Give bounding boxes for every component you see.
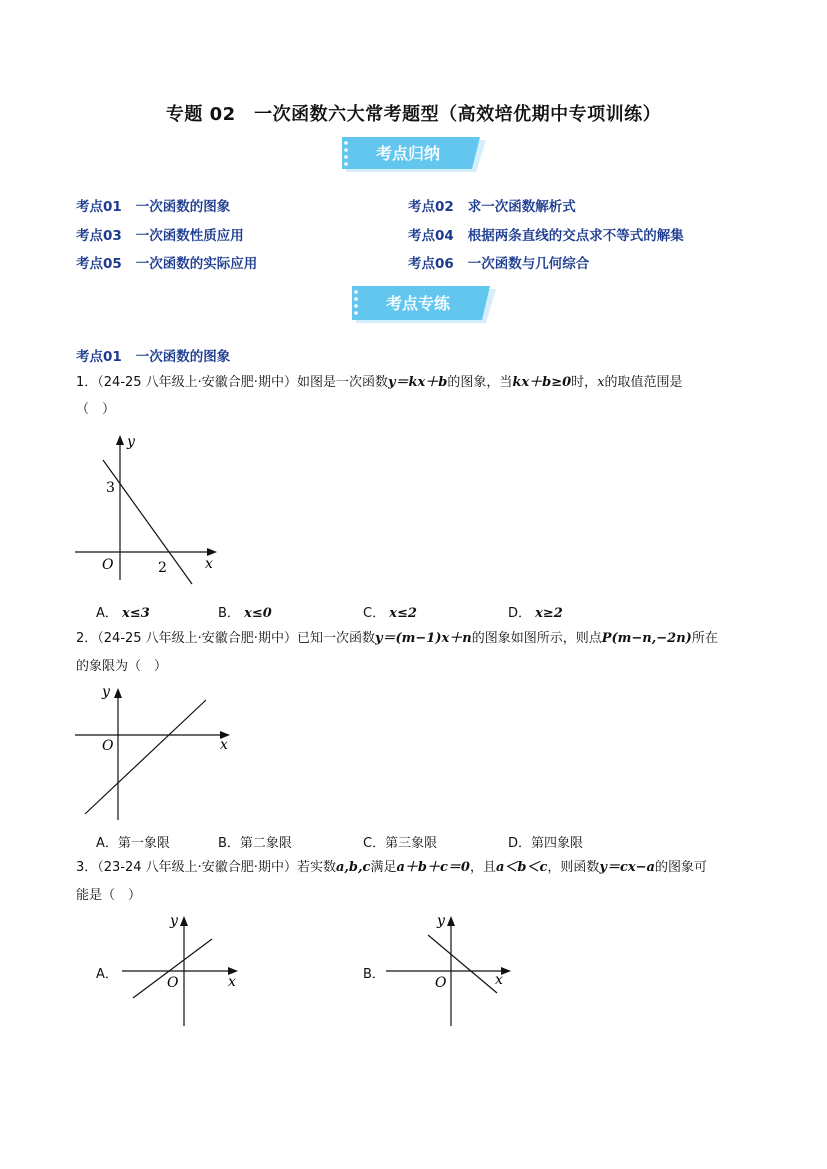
q1-y-label: y [127,434,135,450]
topic-item-02[interactable]: 考点02 求一次函数解析式 [408,199,576,215]
q3b-y-label: y [437,913,445,929]
topic-item-06[interactable]: 考点06 一次函数与几何综合 [408,256,590,272]
question-3-text: 3．（23-24 八年级上·安徽合肥·期中）若实数a,b,c满足a＋b＋c＝0，且a＜b＜c，则函数y＝cx−a的图象可 [76,860,707,875]
q3b-origin-label: O [435,975,447,991]
q3a-x-label: x [228,974,236,990]
q3a-origin-label: O [167,975,179,991]
topic-item-03[interactable]: 考点03 一次函数性质应用 [76,228,244,244]
q3-option-a-letter[interactable]: A． [96,967,118,982]
question-1-blank: （ ） [76,402,116,417]
topic-item-05[interactable]: 考点05 一次函数的实际应用 [76,256,258,272]
q1-option-c[interactable]: C． x≤2 [363,606,417,621]
section-heading: 考点01 一次函数的图象 [76,349,231,365]
q3-option-b-letter[interactable]: B． [363,967,385,982]
question-2-graph [70,680,240,829]
q2-x-label: x [220,737,228,753]
q3a-y-label: y [170,913,178,929]
q3-option-b-graph[interactable] [384,908,519,1037]
page-title: 专题 02 一次函数六大常考题型（高效培优期中专项训练） [165,104,662,125]
q3b-x-label: x [495,972,503,988]
q2-option-a[interactable]: A．第一象限 [96,836,170,851]
q1-x-label: x [205,556,213,572]
banner-topic-summary [340,137,490,171]
banner1-text: 考点归纳 [375,144,441,163]
q3-option-a-graph[interactable] [118,908,248,1037]
q2-option-c[interactable]: C．第三象限 [363,836,438,851]
q1-option-b[interactable]: B． x≤0 [218,606,272,621]
q2-origin-label: O [102,738,114,754]
topic-item-04[interactable]: 考点04 根据两条直线的交点求不等式的解集 [408,228,684,244]
question-2-text: 2．（24-25 八年级上·安徽合肥·期中）已知一次函数y＝(m−1)x＋n的图象如图所示，则点P(m−n,−2n)所在 [76,631,718,646]
question-2-line2: 的象限为（ ） [76,659,168,674]
q2-y-label: y [102,684,110,700]
topic-item-01[interactable]: 考点01 一次函数的图象 [76,199,231,215]
q1-option-d[interactable]: D． x≥2 [508,606,563,621]
q1-y-tick: 3 [106,480,115,496]
question-3-line2: 能是（ ） [76,888,142,903]
question-1-graph [70,430,230,594]
q2-option-d[interactable]: D．第四象限 [508,836,584,851]
q1-origin-label: O [102,557,114,573]
q1-x-tick: 2 [158,560,167,576]
question-1-text: 1．（24-25 八年级上·安徽合肥·期中）如图是一次函数y＝kx＋b的图象，当kx＋b≥0时，x的取值范围是 [76,375,683,390]
banner2-text: 考点专练 [385,294,451,313]
q1-option-a[interactable]: A． x≤3 [96,606,150,621]
q2-option-b[interactable]: B．第二象限 [218,836,292,851]
banner-topic-practice [350,286,500,320]
